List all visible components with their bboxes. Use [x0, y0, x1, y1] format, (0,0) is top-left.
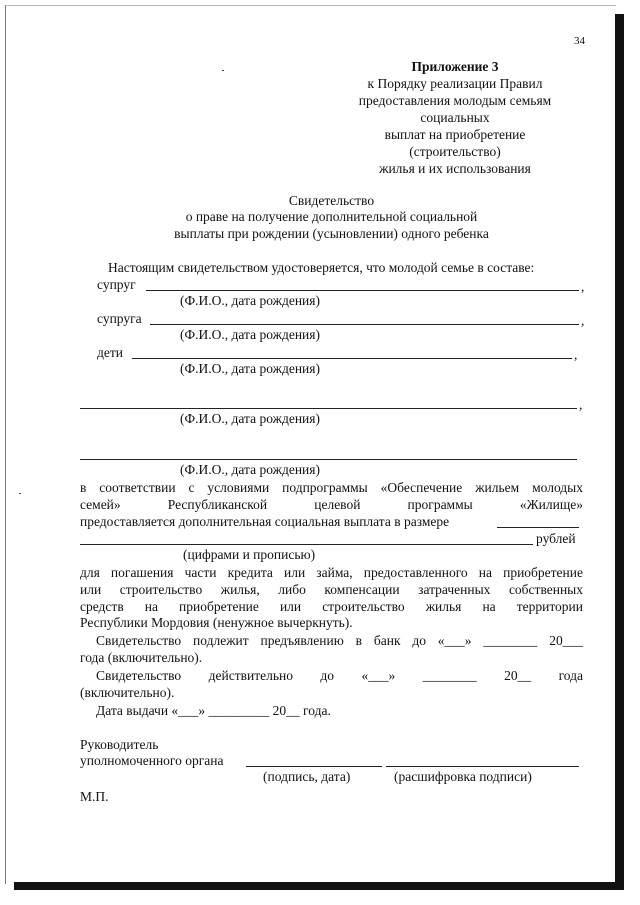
- comma: ,: [581, 313, 585, 328]
- child-hint: (Ф.И.О., дата рождения): [180, 462, 320, 477]
- husband-label: супруг: [97, 277, 136, 292]
- body-line: года (включительно).: [80, 650, 203, 665]
- comma: ,: [579, 397, 583, 412]
- appendix-line: выплат на приобретение: [384, 127, 526, 142]
- husband-hint: (Ф.И.О., дата рождения): [180, 293, 320, 308]
- page-shadow-bottom: [14, 882, 624, 890]
- appendix-line: социальных: [420, 110, 490, 125]
- child-field-line[interactable]: [80, 459, 577, 460]
- signature-head-label: уполномоченного органа: [80, 753, 224, 768]
- comma: ,: [581, 279, 585, 294]
- body-line: или строительство жилья, либо компенсации затраченных собственных: [80, 582, 583, 597]
- certificate-title: Свидетельство: [288, 193, 375, 208]
- amount-words-field-line[interactable]: [80, 544, 533, 545]
- child-field-line[interactable]: [132, 358, 572, 359]
- page-number: 34: [574, 35, 585, 47]
- appendix-line: к Порядку реализации Правил: [367, 76, 543, 91]
- page-shadow-right: [615, 14, 624, 890]
- husband-field-line[interactable]: [146, 290, 579, 291]
- signature-hint: (подпись, дата): [263, 769, 351, 784]
- appendix-line: (строительство): [409, 144, 501, 159]
- amount-field-line[interactable]: [497, 527, 579, 528]
- body-line: Свидетельство подлежит предъявлению в банк до «___» ________ 20___: [96, 633, 583, 648]
- body-line: для погашения части кредита или займа, предоставленного на приобретение: [80, 565, 583, 580]
- signature-decode-hint: (расшифровка подписи): [394, 769, 532, 784]
- body-line: предоставляется дополнительная социальная выплата в размере: [80, 514, 450, 529]
- body-line: в соответствии с условиями подпрограммы «Обеспечение жильем молодых: [80, 480, 583, 495]
- body-line: семей» Республиканской целевой программы «Жилище»: [80, 497, 583, 512]
- body-line: Республики Мордовия (ненужное вычеркнуть).: [80, 615, 353, 630]
- appendix-title: Приложение 3: [411, 59, 499, 74]
- scan-speck: [19, 493, 21, 494]
- issue-date: Дата выдачи «___» _________ 20__ года.: [96, 703, 331, 718]
- body-line: (включительно).: [80, 685, 175, 700]
- child-hint: (Ф.И.О., дата рождения): [180, 361, 320, 376]
- body-line: Свидетельство действительно до «___» ________ 20__ года: [96, 668, 583, 683]
- certificate-subtitle: о праве на получение дополнительной социальной: [185, 209, 478, 224]
- wife-label: супруга: [97, 311, 142, 326]
- stamp-place: М.П.: [80, 789, 109, 804]
- children-label: дети: [97, 345, 123, 360]
- signature-decode-field-line[interactable]: [386, 766, 579, 767]
- rub-label: рублей: [536, 531, 576, 546]
- comma: ,: [574, 347, 578, 362]
- wife-hint: (Ф.И.О., дата рождения): [180, 327, 320, 342]
- appendix-line: предоставления молодым семьям: [358, 93, 552, 108]
- scan-speck: [222, 70, 224, 71]
- appendix-line: жилья и их использования: [379, 161, 531, 176]
- body-line: средств на приобретение или строительство жилья на территории: [80, 599, 583, 614]
- wife-field-line[interactable]: [150, 324, 579, 325]
- child-field-line[interactable]: [80, 408, 577, 409]
- amount-hint: (цифрами и прописью): [183, 547, 316, 562]
- signature-field-line[interactable]: [246, 766, 382, 767]
- child-hint: (Ф.И.О., дата рождения): [180, 411, 320, 426]
- certificate-subtitle: выплаты при рождении (усыновлении) одного ребенка: [174, 226, 489, 241]
- intro-text: Настоящим свидетельством удостоверяется, что молодой семье в составе:: [108, 260, 535, 275]
- signature-head-label: Руководитель: [80, 737, 159, 752]
